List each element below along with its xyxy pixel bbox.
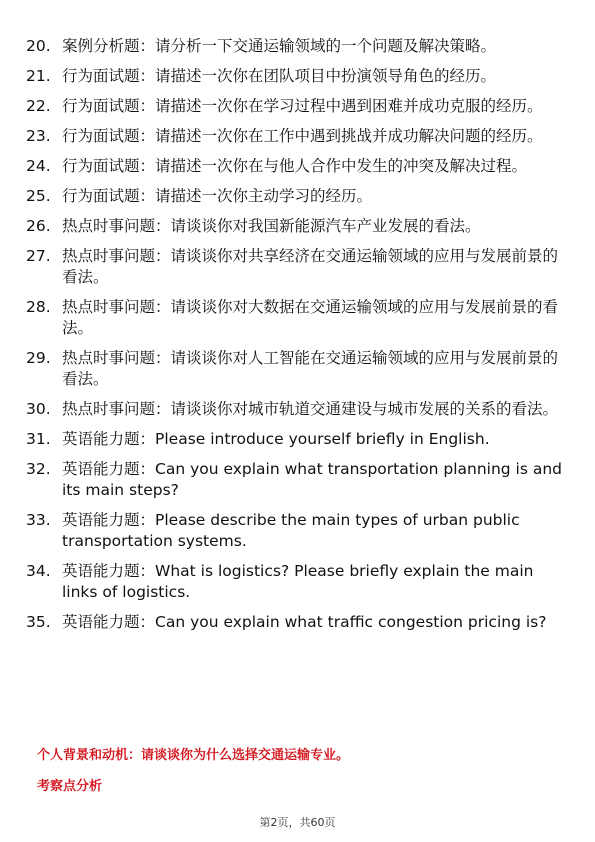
question-number: 23.	[26, 127, 51, 145]
list-item	[26, 36, 562, 57]
list-item	[26, 510, 562, 552]
question-number: 33.	[26, 511, 51, 529]
question-text: 热点时事问题：请谈谈你对大数据在交通运输领域的应用与发展前景的看法。	[62, 298, 559, 337]
question-number: 31.	[26, 430, 51, 448]
question-number: 21.	[26, 67, 51, 85]
question-number: 29.	[26, 349, 51, 367]
list-item	[26, 459, 562, 501]
question-number: 35.	[26, 613, 51, 631]
highlight-question: 个人背景和动机：请谈谈你为什么选择交通运输专业。	[37, 748, 350, 763]
list-item	[26, 126, 562, 147]
question-text: 热点时事问题：请谈谈你对共享经济在交通运输领域的应用与发展前景的看法。	[62, 247, 559, 286]
list-item	[26, 429, 562, 450]
question-number: 28.	[26, 298, 51, 316]
list-item	[26, 348, 562, 390]
list-item	[26, 156, 562, 177]
question-text: 行为面试题：请描述一次你在工作中遇到挑战并成功解决问题的经历。	[62, 127, 543, 145]
list-item	[26, 612, 562, 633]
question-number: 34.	[26, 562, 51, 580]
question-number: 22.	[26, 97, 51, 115]
question-number: 20.	[26, 37, 51, 55]
list-item	[26, 216, 562, 237]
question-text: 热点时事问题：请谈谈你对人工智能在交通运输领域的应用与发展前景的看法。	[62, 349, 559, 388]
question-number: 25.	[26, 187, 51, 205]
question-text: 英语能力题：What is logistics? Please briefly explain the main links of logistics.	[62, 562, 534, 601]
question-text: 行为面试题：请描述一次你主动学习的经历。	[62, 187, 373, 205]
question-number: 30.	[26, 400, 51, 418]
question-text: 热点时事问题：请谈谈你对城市轨道交通建设与城市发展的关系的看法。	[62, 400, 559, 418]
analysis-heading: 考察点分析	[37, 779, 103, 794]
question-text: 英语能力题：Can you explain what traffic congestion pricing is?	[62, 613, 547, 631]
list-item	[26, 66, 562, 87]
list-item	[26, 297, 562, 339]
question-text: 行为面试题：请描述一次你在与他人合作中发生的冲突及解决过程。	[62, 157, 528, 175]
question-text: 行为面试题：请描述一次你在学习过程中遇到困难并成功克服的经历。	[62, 97, 543, 115]
question-number: 24.	[26, 157, 51, 175]
list-item	[26, 96, 562, 117]
question-text: 行为面试题：请描述一次你在团队项目中扮演领导角色的经历。	[62, 67, 497, 85]
question-text: 英语能力题：Please introduce yourself briefly in English.	[62, 430, 490, 448]
list-item	[26, 246, 562, 288]
question-number: 32.	[26, 460, 51, 478]
question-text: 英语能力题：Can you explain what transportation planning is and its main steps?	[62, 460, 563, 499]
question-text: 热点时事问题：请谈谈你对我国新能源汽车产业发展的看法。	[62, 217, 481, 235]
page-footer: 第2页，共60页	[259, 816, 336, 829]
list-item	[26, 186, 562, 207]
question-number: 26.	[26, 217, 51, 235]
list-item	[26, 561, 562, 603]
list-item	[26, 399, 562, 420]
question-number: 27.	[26, 247, 51, 265]
question-text: 案例分析题：请分析一下交通运输领域的一个问题及解决策略。	[62, 37, 497, 55]
question-list	[26, 36, 562, 642]
question-text: 英语能力题：Please describe the main types of urban public transportation systems.	[62, 511, 520, 550]
